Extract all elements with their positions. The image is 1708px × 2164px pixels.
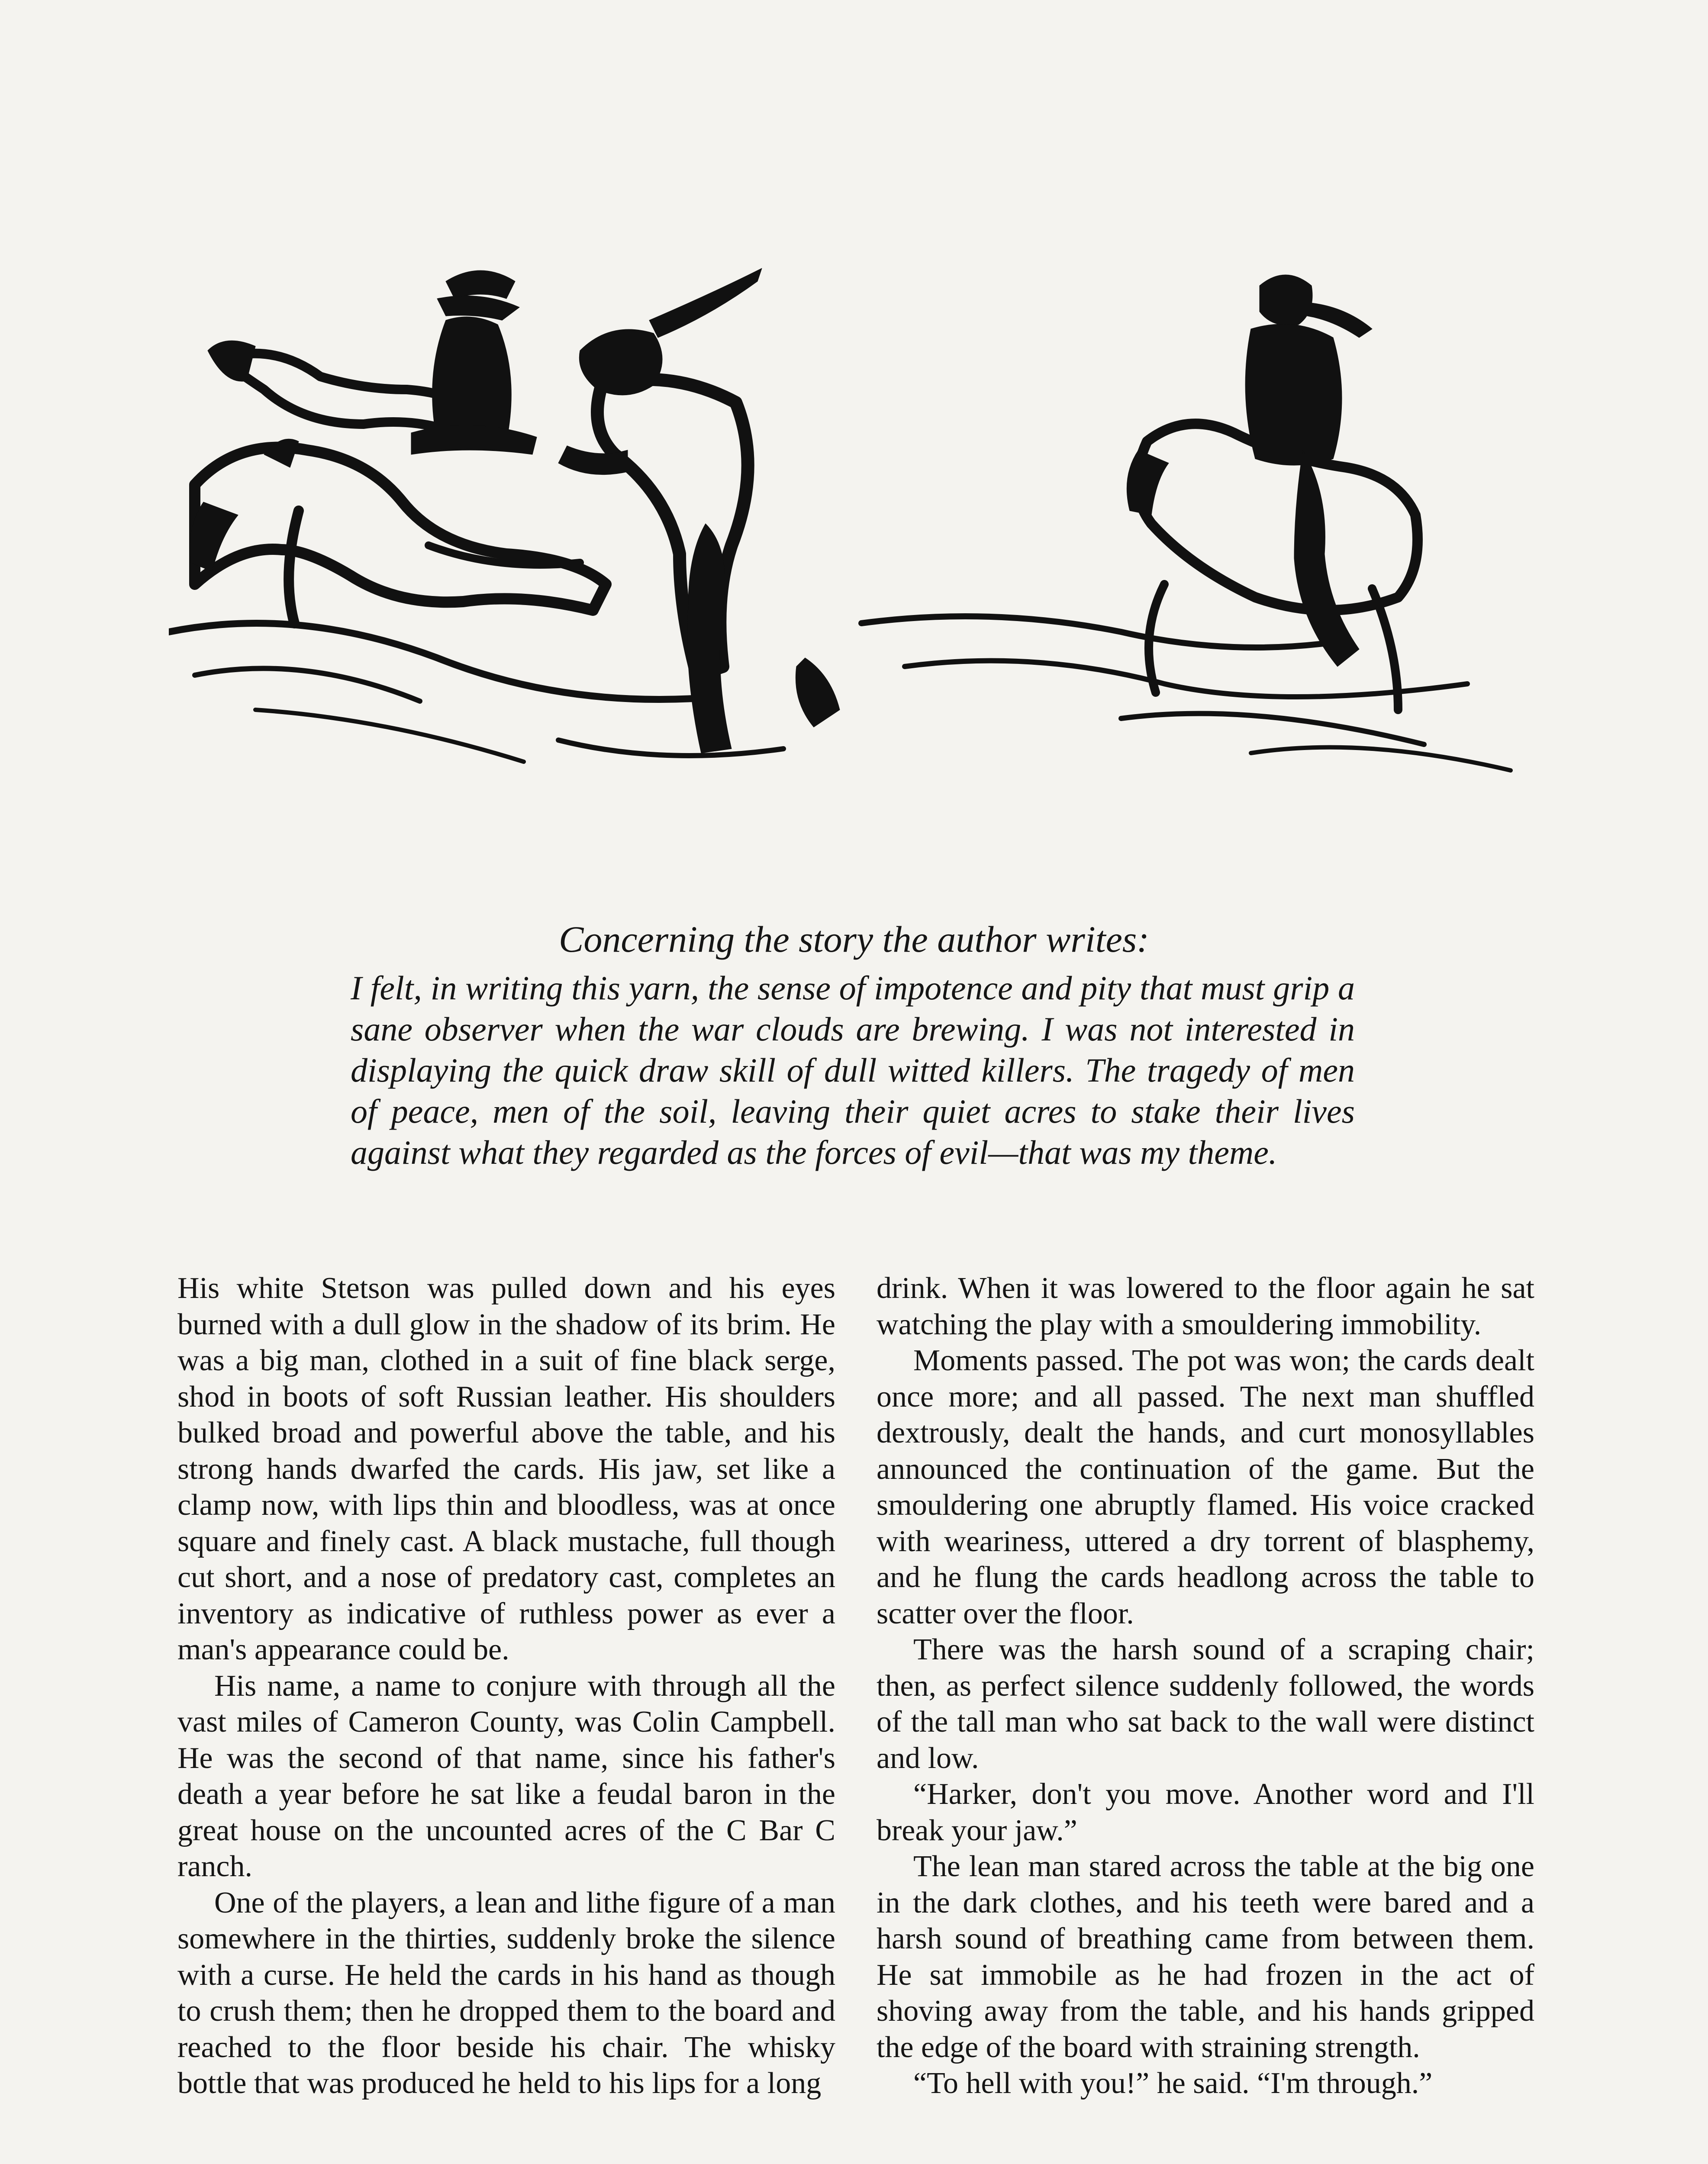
- left-column: [177, 1270, 835, 2102]
- riders-sketch: [169, 242, 1541, 861]
- right-column: [877, 1270, 1534, 2102]
- paragraph: “To hell with you!” he said. “I'm through.”: [913, 2067, 1433, 2100]
- paragraph: His name, a name to conjure with through all the vast miles of Cameron County, was Colin Campbell. He was the second of that name, since his father's death a year before he sat like a feudal baron in the great house on the uncounted acres of the C Bar C ranch.: [177, 1669, 835, 1883]
- paragraph: “Harker, don't you move. Another word and I'll break your jaw.”: [877, 1778, 1534, 1847]
- paragraph: His white Stetson was pulled down and his eyes burned with a dull glow in the shadow of its brim. He was a big man, clothed in a suit of fine black serge, shod in boots of soft Russian leather. His shoulders bulked broad and powerful above the table, and his strong hands dwarfed the cards. His jaw, set like a clamp now, with lips thin and bloodless, was at once square and finely cast. A black mustache, full though cut short, and a nose of predatory cast, completes an inventory as indicative of ruthless power as ever a man's appearance could be.: [177, 1272, 835, 1666]
- paragraph: One of the players, a lean and lithe figure of a man somewhere in the thirties, suddenly broke the silence with a curse. He held the cards in his hand as though to crush them; then he dropped them to the board and reached to the floor beside his chair. The whisky bottle that was produced he held to his lips for a long: [177, 1886, 835, 2100]
- rider-center: [558, 268, 840, 753]
- paragraph: There was the harsh sound of a scraping chair; then, as perfect silence suddenly followed, the words of the tall man who sat back to the wall were distinct and low.: [877, 1633, 1534, 1775]
- paragraph: Moments passed. The pot was won; the cards dealt once more; and all passed. The next man shuffled dextrously, dealt the hands, and curt monosyllables announced the continuation of the game. But the smouldering one abruptly flamed. His voice cracked with weariness, uttered a dry torrent of blasphemy, and he flung the cards headlong across the table to scatter over the floor.: [877, 1344, 1534, 1630]
- riders-illustration: [169, 242, 1541, 861]
- rider-left: [208, 270, 537, 454]
- intro-heading: Concerning the story the author writes:: [559, 918, 1149, 960]
- intro-body: I felt, in writing this yarn, the sense of impotence and pity that must grip a sane observer when the war clouds are brewing. I was not interested in displaying the quick draw skill of dull witted killers. The tragedy of men of peace, men of the soil, leaving their quiet acres to stake their lives against what they regarded as the forces of evil—that was my theme.: [351, 969, 1355, 1171]
- paragraph: drink. When it was lowered to the floor again he sat watching the play with a smouldering immobility.: [877, 1272, 1534, 1341]
- paragraph: The lean man stared across the table at the big one in the dark clothes, and his teeth were bared and a harsh sound of breathing came from between them. He sat immobile as he had frozen in the act of shoving away from the table, and his hands gripped the edge of the board with straining strength.: [877, 1850, 1534, 2064]
